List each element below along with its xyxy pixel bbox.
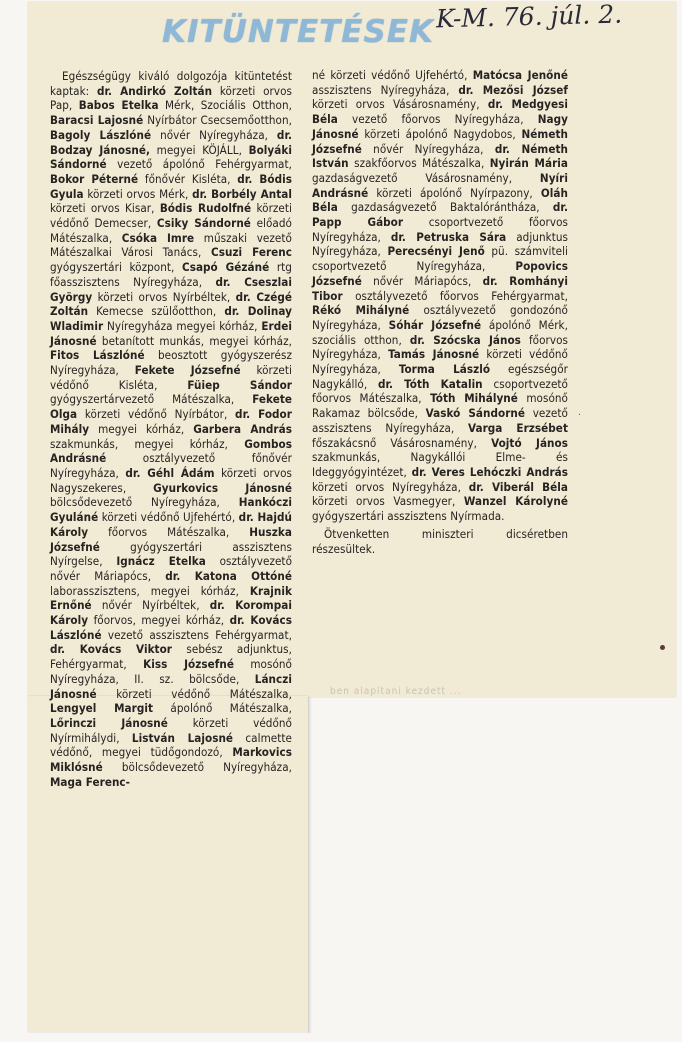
honoree-name: Lőrinczi Jánosné	[50, 715, 168, 730]
honoree-role: körzeti védőnő Ujfehértó,	[101, 510, 236, 525]
honoree-role: körzeti védőnő Nyírbátor,	[84, 407, 228, 422]
honoree-role: körzeti ápolónő Nyírpazony,	[376, 185, 533, 200]
honoree-role: körzeti orvos Nagyszekeres,	[50, 465, 292, 495]
honoree-role: megyei kórház,	[98, 421, 185, 436]
honoree-name: dr. Petruska Sára	[390, 229, 507, 244]
honoree-name: Ignácz Etelka	[116, 554, 206, 569]
honoree-role: sebész adjunktus, Fehérgyarmat,	[50, 642, 292, 672]
honoree-role: laborasszisztens, megyei kórház,	[50, 583, 239, 598]
honoree-role: körzeti orvos Nyíregyháza,	[312, 479, 461, 494]
honoree-name: dr. Katona Ottóné	[165, 568, 292, 583]
honoree-name: dr. Mezősi József	[458, 82, 568, 97]
bleed-through-text: ben alapítani kezdett ...	[330, 686, 462, 697]
article-column-right	[312, 68, 568, 556]
honoree-name: Babos Etelka	[78, 98, 159, 113]
honoree-name: Fekete Józsefné	[134, 363, 241, 378]
honoree-role: körzeti orvos Vasmegyer,	[312, 494, 456, 509]
honoree-name: Csiky Sándorné	[156, 216, 251, 231]
honoree-role: osztályvezető gondozónő Nyíregyháza,	[312, 303, 568, 332]
honoree-name: dr. Cseszlai György	[50, 274, 292, 304]
honoree-role: nővér Nyíregyháza,	[160, 127, 268, 142]
honoree-name: dr. Borbély Antal	[192, 186, 292, 201]
honoree-role: körzeti orvos Vásárosnamény,	[312, 97, 480, 112]
honoree-name: Varga Erzsébet	[468, 420, 568, 435]
honoree-role: beosztott gyógyszerész Nyíregyháza,	[50, 348, 292, 378]
honoree-name: dr. Kovács Lászlóné	[50, 613, 292, 642]
honoree-name: Fekete Olga	[50, 392, 292, 422]
honoree-role: calmette védőnő, megyei tüdőgondozó,	[50, 730, 292, 760]
honoree-role: Mérk, Szociális Otthon,	[165, 98, 292, 113]
honoree-role: rtg főasszisztens Nyíregyháza,	[50, 260, 292, 289]
honoree-name: Erdei Jánosné	[50, 318, 292, 348]
honoree-name: dr. Kovács Viktor	[50, 642, 173, 657]
honoree-name: Tóth Mihályné	[430, 391, 518, 406]
honoree-name: dr. Czégé Zoltán	[50, 289, 292, 319]
honoree-name: dr. Bodzay Jánosné,	[50, 127, 292, 157]
honoree-name: Listván Lajosné	[131, 730, 234, 745]
closing-sentence: Ötvenketten miniszteri dicséretben részesültek.	[312, 526, 568, 556]
honoree-role: Nyírbátor Csecsemőotthon,	[147, 113, 292, 128]
stray-mark: ·	[578, 410, 581, 421]
honoree-name: dr. Korompai Károly	[50, 598, 292, 628]
honoree-role: szakmunkás, Nagykállói Elme- és Ideggyógyintézet,	[312, 450, 568, 479]
ink-spot	[660, 645, 665, 650]
honoree-role: bölcsődevezető Nyíregyháza,	[50, 495, 220, 510]
honoree-name: Hankóczi Gyuláné	[50, 495, 292, 525]
honoree-name: Csuzi Ferenc	[211, 245, 292, 260]
honoree-name: dr. Németh István	[312, 141, 568, 171]
honoree-name: dr. Bódis Gyula	[50, 171, 292, 201]
honoree-role: szakmunkás, megyei kórház,	[50, 436, 228, 451]
honoree-name: Markovics Miklósné	[50, 745, 292, 775]
honoree-role: nővér Nyíregyháza,	[373, 141, 484, 156]
honoree-name: Füiep Sándor	[187, 377, 292, 392]
honoree-role: főszakácsnő Vásárosnamény,	[312, 435, 478, 450]
clipping-edge-shadow	[308, 697, 312, 1033]
honoree-name: Rékó Mihályné	[312, 303, 410, 318]
honoree-role: szakfőorvos Mátészalka,	[354, 156, 485, 171]
honoree-role: körzeti védőnő Demecser,	[50, 201, 292, 231]
honoree-role: körzeti orvos Pap,	[50, 83, 292, 113]
honoree-role: betanított munkás, megyei kórház,	[101, 333, 292, 348]
honoree-role: megyei KÖJÁLL,	[156, 142, 242, 157]
honoree-role: körzeti védőnő Kisléta,	[50, 363, 292, 392]
honoree-role: műszaki vezető Mátészalkai Városi Tanács,	[50, 230, 292, 260]
honoree-name: Kiss Józsefné	[143, 657, 234, 672]
honoree-name: Csapó Gézáné	[181, 260, 270, 275]
honoree-name: dr. Hajdú Károly	[50, 510, 292, 539]
honoree-role: gazdaságvezető Baktalórántháza,	[351, 200, 540, 215]
honoree-role: pü. számviteli csoportvezető Nyíregyháza,	[312, 244, 568, 274]
honoree-role: né körzeti védőnő Ujfehértó,	[312, 68, 468, 82]
honoree-role: körzeti védőnő Mátészalka,	[116, 686, 292, 701]
honoree-role: mosónő Rakamaz bölcsőde,	[312, 391, 568, 421]
honoree-role: gyógyszertárvezető Mátészalka,	[50, 392, 235, 407]
honoree-name: Vaskó Sándorné	[425, 406, 526, 421]
honoree-name: Lengyel Margit	[50, 701, 154, 716]
honoree-name: Baracsi Lajosné	[50, 113, 144, 128]
honoree-name: Gyurkovics Jánosné	[153, 480, 292, 495]
honoree-role: Egészségügy kiváló dolgozója kitüntetést kaptak:	[50, 69, 292, 98]
honoree-name: dr. Géhl Ádám	[125, 465, 215, 480]
honoree-name: Garbera András	[193, 421, 292, 436]
honoree-role: főorvos, megyei kórház,	[93, 613, 225, 628]
honoree-role: osztályvezető főorvos Fehérgyarmat,	[355, 288, 568, 303]
honoree-name: dr. Fodor Mihály	[50, 407, 292, 436]
honoree-role: vezető asszisztens Fehérgyarmat,	[107, 627, 292, 642]
honoree-name: Wanzel Károlyné	[463, 494, 568, 509]
honoree-role: körzeti orvos Mérk,	[87, 186, 189, 201]
honoree-role: csoportvezető főorvos Mátészalka,	[312, 376, 568, 406]
honoree-role: előadó Mátészalka,	[50, 216, 292, 245]
honoree-name: Tamás Jánosné	[388, 347, 480, 362]
honoree-name: Maga Ferenc-	[50, 774, 131, 789]
honoree-role: vezető ápolónő Fehérgyarmat,	[117, 157, 292, 172]
honoree-role: vezető főorvos Nyíregyháza,	[352, 112, 524, 127]
honoree-role: gyógyszertári asszisztens Nyírgelse,	[50, 539, 292, 569]
honoree-name: Vojtó János	[491, 435, 568, 450]
honoree-name: dr. Viberál Béla	[468, 479, 568, 494]
honoree-role: vezető asszisztens Nyíregyháza,	[312, 406, 568, 435]
honoree-role: főorvos Mátészalka,	[108, 524, 230, 539]
honoree-role: körzeti orvos Nyírbéltek,	[97, 289, 231, 304]
honoree-name: Sóhár Józsefné	[388, 317, 482, 332]
honoree-name: Bokor Péterné	[50, 171, 139, 186]
honoree-name: Lánczi Jánosné	[50, 671, 292, 701]
honoree-role: csoportvezető főorvos Nyíregyháza,	[312, 215, 568, 244]
handwritten-date-note: K-M. 76. júl. 2.	[435, 0, 623, 34]
honoree-role: adjunktus Nyíregyháza,	[312, 229, 568, 259]
honoree-role: főorvos Nyíregyháza,	[312, 332, 568, 362]
honoree-name: Bagoly Lászlóné	[50, 127, 152, 142]
honoree-role: körzeti orvos Kisar,	[50, 201, 155, 216]
honoree-name: dr. Veres Lehóczki András	[411, 464, 568, 479]
honoree-role: gazdaságvezető Vásárosnamény,	[312, 170, 513, 185]
honoree-name: Csóka Imre	[121, 230, 195, 245]
honoree-name: Popovics Józsefné	[312, 259, 568, 288]
honoree-role: egészségőr Nagykálló,	[312, 362, 568, 391]
honoree-name: dr. Romhányi Tibor	[312, 273, 568, 303]
honoree-role: ápolónő Mérk, szociális otthon,	[312, 317, 568, 347]
honoree-role: gyógyszertári központ,	[50, 260, 175, 275]
honoree-name: Krajnik Ernőné	[50, 583, 292, 613]
honoree-role: Nyíregyháza megyei kórház,	[107, 318, 258, 333]
honoree-name: Németh Józsefné	[312, 126, 568, 156]
honoree-role: mosónő Nyíregyháza, II. sz. bölcsőde,	[50, 657, 292, 686]
honoree-name: dr. Tóth Katalin	[377, 376, 483, 391]
honoree-name: Nyirán Mária	[489, 156, 568, 171]
honoree-role: bölcsődevezető Nyíregyháza,	[121, 760, 292, 775]
honoree-name: Fitos Lászlóné	[50, 348, 145, 363]
honoree-role: nővér Máriapócs,	[373, 273, 472, 288]
honoree-name: Huszka Józsefné	[50, 524, 292, 554]
article-column-left	[50, 69, 292, 789]
honoree-name: dr. Dolinay Wladimir	[50, 304, 292, 333]
honoree-name: Torma László	[398, 362, 491, 377]
honoree-role: körzeti védőnő Nyíregyháza,	[312, 347, 568, 377]
honoree-role: főnővér Kisléta,	[144, 171, 231, 186]
headline: KITÜNTETÉSEK	[162, 14, 434, 50]
honoree-name: dr. Medgyesi Béla	[312, 97, 568, 127]
honoree-name: Bódis Rudolfné	[159, 201, 252, 216]
honoree-role: osztályvezető főnővér Nyíregyháza,	[50, 451, 292, 480]
honoree-role: osztályvezető nővér Máriapócs,	[50, 554, 292, 583]
honoree-role: körzeti ápolónő Nagydobos,	[364, 126, 516, 141]
honoree-name: dr. Andirkó Zoltán	[97, 83, 213, 98]
honoree-role: ápolónő Mátészalka,	[170, 701, 292, 716]
honoree-name: Bolyáki Sándorné	[50, 142, 292, 172]
honoree-role: Kemecse szülőotthon,	[96, 304, 217, 319]
honoree-role: gyógyszertári asszisztens Nyírmada.	[312, 509, 505, 524]
honoree-name: Nyíri Andrásné	[312, 170, 568, 200]
honoree-role: asszisztens Nyíregyháza,	[312, 82, 450, 97]
honoree-name: Gombos Andrásné	[50, 436, 292, 466]
honoree-name: dr. Szócska János	[409, 332, 521, 347]
honoree-name: Matócsa Jenőné	[472, 68, 568, 82]
honoree-role: körzeti védőnő Nyírmihálydi,	[50, 715, 292, 745]
honoree-name: dr. Papp Gábor	[312, 200, 568, 230]
honoree-name: Nagy Jánosné	[312, 112, 568, 141]
honoree-name: Oláh Béla	[312, 185, 568, 215]
honoree-name: Perecsényi Jenő	[387, 244, 485, 259]
honoree-role: nővér Nyírbéltek,	[101, 598, 200, 613]
